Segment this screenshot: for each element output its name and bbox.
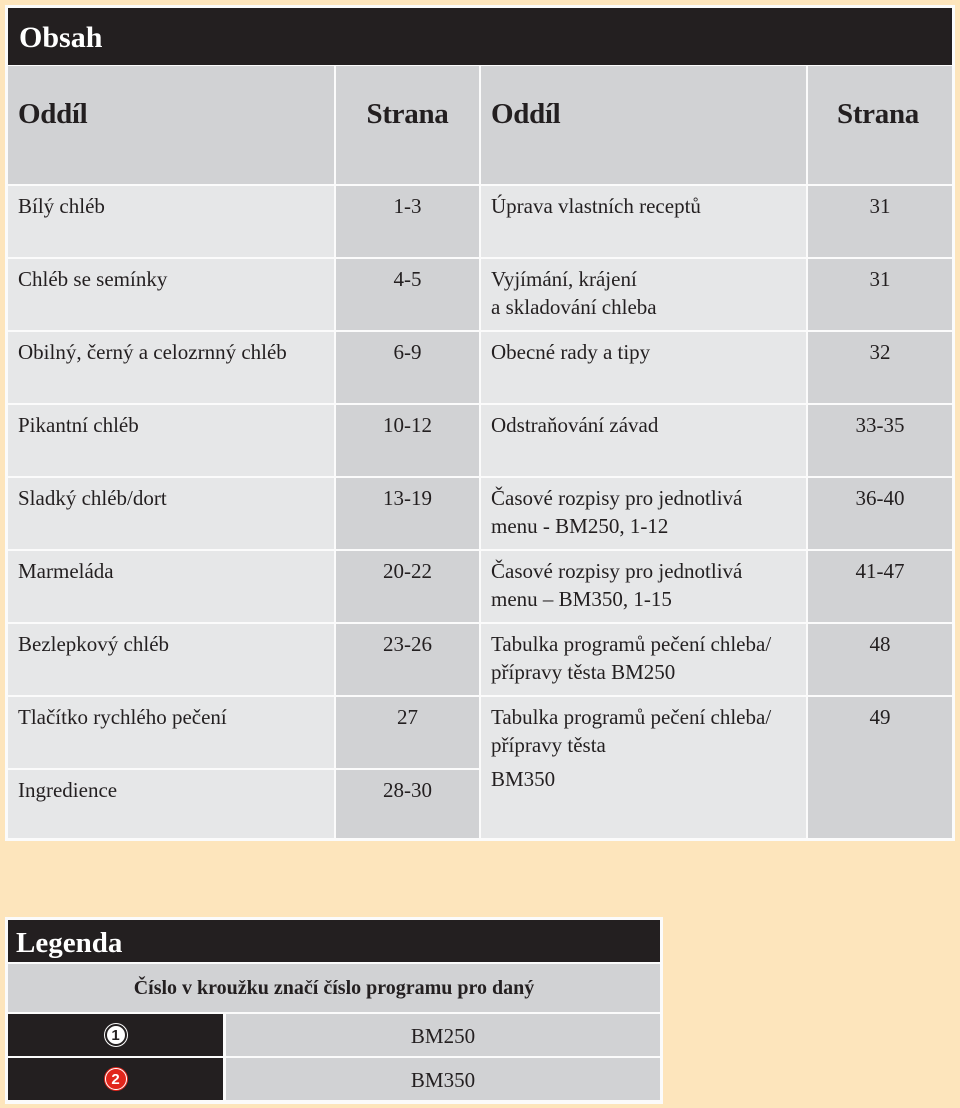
right-row-page: 48 <box>808 624 952 695</box>
right-row-page: 33-35 <box>808 405 952 476</box>
left-row-section: Chléb se semínky <box>8 259 334 330</box>
right-row-line: Tabulka programů pečení chleba/ <box>491 705 772 729</box>
right-row-line: menu – BM350, 1-15 <box>491 587 672 611</box>
right-page-header: Strana <box>808 66 952 184</box>
left-row-section: Bezlepkový chléb <box>8 624 334 695</box>
right-row-line: BM350 <box>491 767 556 791</box>
legend-model: BM350 <box>226 1058 660 1100</box>
right-row-line: Úprava vlastních receptů <box>491 194 701 218</box>
left-row-page: 20-22 <box>336 551 479 622</box>
left-row-page: 13-19 <box>336 478 479 549</box>
right-row-line: přípravy těsta <box>491 733 606 757</box>
legend-title: Legenda <box>8 920 660 962</box>
right-row-section <box>481 405 806 476</box>
right-row-section <box>481 624 806 695</box>
legend-number-cell <box>8 1014 223 1056</box>
right-row-line: přípravy těsta BM250 <box>491 660 676 684</box>
left-page-header: Strana <box>336 66 479 184</box>
left-row-section: Marmeláda <box>8 551 334 622</box>
circled-number-white-icon: 1 <box>105 1024 127 1046</box>
legend-note: Číslo v kroužku značí číslo programu pro daný <box>8 964 660 1012</box>
right-row-page: 31 <box>808 259 952 330</box>
right-row-line: Odstraňování závad <box>491 413 659 437</box>
circled-number-red-icon: 2 <box>105 1068 127 1090</box>
right-row-page: 49 <box>808 697 952 838</box>
legend-model: BM250 <box>226 1014 660 1056</box>
right-row-line: menu - BM250, 1-12 <box>491 514 669 538</box>
right-row-section <box>481 551 806 622</box>
right-row-section <box>481 259 806 330</box>
right-row-line: a skladování chleba <box>491 295 657 319</box>
left-row-section: Tlačítko rychlého pečení <box>8 697 334 768</box>
left-row-page: 27 <box>336 697 479 768</box>
right-row-page: 41-47 <box>808 551 952 622</box>
legend <box>5 917 663 1104</box>
right-row-line: Časové rozpisy pro jednotlivá <box>491 559 743 583</box>
right-row-page: 36-40 <box>808 478 952 549</box>
left-row-page: 10-12 <box>336 405 479 476</box>
left-row-section: Obilný, černý a celozrnný chléb <box>8 332 334 403</box>
table-of-contents <box>5 5 955 841</box>
left-row-section: Sladký chléb/dort <box>8 478 334 549</box>
left-section-header: Oddíl <box>8 66 334 184</box>
right-row-line: Vyjímání, krájení <box>491 267 637 291</box>
legend-number-cell <box>8 1058 223 1100</box>
right-section-header: Oddíl <box>481 66 806 184</box>
right-row-section <box>481 332 806 403</box>
right-row-page: 31 <box>808 186 952 257</box>
right-row-section <box>481 697 806 838</box>
left-row-section: Bílý chléb <box>8 186 334 257</box>
right-row-section <box>481 478 806 549</box>
left-row-page: 23-26 <box>336 624 479 695</box>
right-row-line: Tabulka programů pečení chleba/ <box>491 632 772 656</box>
toc-title: Obsah <box>8 8 952 65</box>
left-row-page: 4-5 <box>336 259 479 330</box>
right-row-line: Časové rozpisy pro jednotlivá <box>491 486 743 510</box>
left-row-page: 28-30 <box>336 770 479 838</box>
right-row-page: 32 <box>808 332 952 403</box>
left-row-page: 6-9 <box>336 332 479 403</box>
left-row-section: Ingredience <box>8 770 334 838</box>
left-row-section: Pikantní chléb <box>8 405 334 476</box>
left-row-page: 1-3 <box>336 186 479 257</box>
right-row-section <box>481 186 806 257</box>
right-row-line: Obecné rady a tipy <box>491 340 651 364</box>
